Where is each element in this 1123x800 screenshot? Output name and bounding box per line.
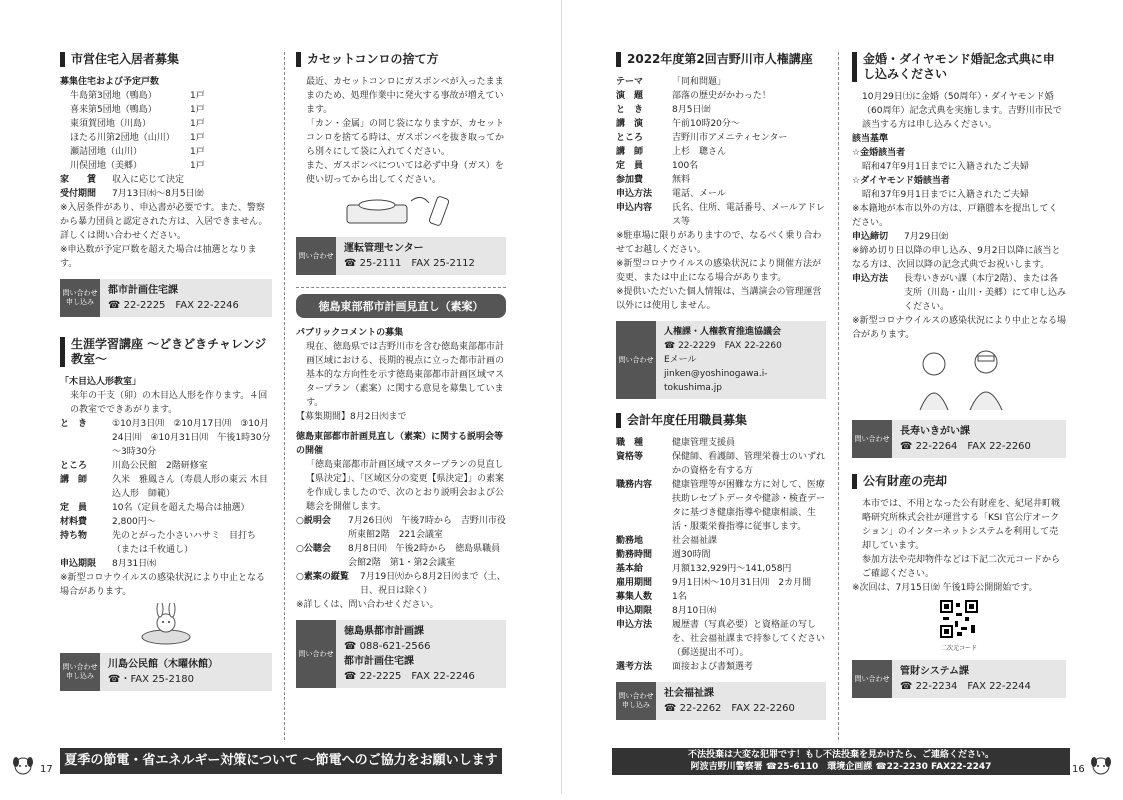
rent-key: 家 賃 <box>60 175 97 185</box>
detail-row <box>616 159 826 173</box>
contact-tel: ☎ 22-2234 FAX 22-2244 <box>900 681 1031 692</box>
detail-row <box>616 590 826 604</box>
housing-contact <box>60 279 272 317</box>
column-divider <box>284 52 285 740</box>
method-value: 長寿いきがい課（本庁2階）、または各支所（川島・山川・美郷）にて申し込みください。 <box>904 274 1067 312</box>
detail-value: 川島公民館 2階研修室 <box>112 461 208 471</box>
wedding-section <box>852 52 1066 458</box>
cityplan-paragraph: 現在、徳島県では吉野川市を含む徳島東部都市計画区域における、長期的視点に立った都市計画の基本的な方向性を示す徳島東部都市計画区域マスタープラン（素案）に関する意見を募集しています。 <box>306 342 505 408</box>
housing-list <box>60 89 272 173</box>
rent-value: 収入に応じて決定 <box>112 175 185 185</box>
detail-key: 募集人数 <box>616 592 653 602</box>
column-1 <box>60 52 272 691</box>
contact-name: 長寿いきがい課 <box>900 426 970 437</box>
column-divider <box>838 52 839 740</box>
detail-value: 健康管理等が困難な方に対して、医療扶助レセプトデータや健診・検査データに基づき健康指導や健康相談、生活・服薬栄養指導に従事します。 <box>672 480 826 532</box>
cityplan-paragraph: 「徳島東部都市計画区域マスタープランの見直し【県決定】」、「区域区分の変更【県決定】」の素案を作成しましたので、次のとおり説明会および公聴会を開催します。 <box>306 460 505 512</box>
rights-note: ※新型コロナウイルスの感染状況により開催方法が変更、または中止になる場合があります。 <box>616 259 822 283</box>
contact-label: 問い合わせ <box>296 237 336 275</box>
contact-name: 都市計画住宅課 <box>344 656 414 667</box>
page-gutter <box>561 0 562 794</box>
detail-key: 申込期限 <box>616 606 653 616</box>
housing-count: 1戸 <box>190 133 205 143</box>
contact-name: 人権課・人権教育推進協議会 <box>664 327 782 337</box>
detail-row <box>616 548 826 562</box>
lifelong-details <box>60 417 272 571</box>
wedding-paragraph: 10月29日㈯に金婚（50周年）・ダイヤモンド婚（60周年）記念式典を実施します。吉野川市民で該当する方は申し込みください。 <box>862 92 1062 130</box>
cityplan-subtitle: 徳島東部都市計画見直し（素案）に関する説明会等の開催 <box>296 432 504 456</box>
period-value: 7月13日㈬～8月5日㈮ <box>112 189 204 199</box>
event-key: ○素案の縦覧 <box>296 572 349 582</box>
contact-label: 問い合わせ 申し込み <box>60 279 100 317</box>
detail-row <box>60 417 272 459</box>
detail-key: 資格等 <box>616 452 644 462</box>
dumping-line: 不法投棄は大変な犯罪です！もし不法投棄を見かけたら、ご連絡ください。 <box>687 750 994 760</box>
detail-value: 健康管理支援員 <box>672 438 736 448</box>
contact-label: 問い合わせ <box>852 660 892 698</box>
detail-value: 2,800円～ <box>112 517 156 527</box>
detail-row <box>60 515 272 529</box>
detail-row <box>616 201 826 229</box>
cassette-title: カセットコンロの捨て方 <box>296 52 506 67</box>
detail-value: 週30時間 <box>672 550 711 560</box>
detail-key: 講 演 <box>616 119 644 129</box>
contact-tel: ☎ 22-2225 FAX 22-2246 <box>344 671 475 682</box>
contact-tel: ☎ 25-2111 FAX 25-2112 <box>344 258 475 269</box>
gold-value: 昭和47年9月1日までに入籍されたご夫婦 <box>862 162 1029 172</box>
detail-row <box>616 131 826 145</box>
housing-name: ほたる川第2団地（山川） <box>70 133 175 143</box>
detail-key: 申込期限 <box>60 559 97 569</box>
detail-key: 持ち物 <box>60 531 88 541</box>
contact-label: 問い合わせ 申し込み <box>616 682 656 720</box>
detail-key: 申込方法 <box>616 189 653 199</box>
detail-value: 久米 雅鳳さん（寿晨人形の東云 木目込人形 師範） <box>112 475 268 499</box>
detail-value: 履歴書（写真必要）と資格証の写しを、社会福祉課まで持参してください（郵送提出不可）。 <box>672 620 826 658</box>
energy-banner: 夏季の節電・省エネルギー対策について ～節電へのご協力をお願いします～ <box>60 748 502 774</box>
detail-key: 選考方法 <box>616 662 653 672</box>
housing-list-item <box>60 117 272 131</box>
detail-key: 勤務時間 <box>616 550 653 560</box>
detail-value: 社会福祉課 <box>672 536 718 546</box>
detail-key: ところ <box>616 133 644 143</box>
detail-key: 定 員 <box>60 503 88 513</box>
lifelong-subtitle: 「木目込人形教室」 <box>60 377 142 387</box>
detail-value: 10名（定員を超えた場合は抽選） <box>112 503 250 513</box>
wedding-note: ※新型コロナウイルスの感染状況により中止となる場合があります。 <box>852 316 1067 340</box>
page-number-right: 16 <box>1072 764 1085 775</box>
rights-note: ※提供いただいた個人情報は、当講演会の管理運営以外には使用しません。 <box>616 287 822 311</box>
cassette-stove-illustration <box>341 191 461 229</box>
lifelong-section <box>60 337 272 691</box>
wedding-contact <box>852 420 1066 458</box>
event-key: ○説明会 <box>296 516 331 526</box>
cassette-contact <box>296 237 506 275</box>
detail-row <box>616 89 826 103</box>
wedding-note: ※締め切り日以降の申し込み、9月2日以降に該当となる方は、次回以降の記念式典でお祝いします。 <box>852 246 1061 270</box>
detail-row <box>616 187 826 201</box>
detail-row <box>60 501 272 515</box>
housing-title: 市営住宅入居者募集 <box>60 52 272 67</box>
detail-key: テーマ <box>616 77 644 87</box>
housing-list-item <box>60 159 272 173</box>
contact-tel: ☎ 22-2264 FAX 22-2260 <box>900 441 1031 452</box>
staff-section <box>616 413 826 720</box>
housing-section <box>60 52 272 317</box>
contact-tel: ☎ 088-621-2566 <box>344 641 431 652</box>
detail-value: 8月5日㈮ <box>672 105 711 115</box>
cityplan-period: 【募集期間】8月2日㈫まで <box>296 412 407 422</box>
deadline-value: 7月29日㈮ <box>904 232 949 242</box>
rights-details <box>616 75 826 229</box>
event-value: 8月8日㈪ 午後2時から 徳島県職員会館2階 第1・第2会議室 <box>348 544 501 568</box>
housing-count: 1戸 <box>190 105 205 115</box>
cassette-paragraph: 最近、カセットコンロにガスボンベが入ったまままのため、処理作業中に発火する事故が増えています。 <box>306 77 504 115</box>
gold-label: ☆金婚該当者 <box>852 148 906 158</box>
detail-row <box>616 534 826 548</box>
deadline-key: 申込締切 <box>852 232 889 242</box>
detail-key: ところ <box>60 461 88 471</box>
page-number-left: 17 <box>40 764 53 775</box>
housing-note: ※入居条件があり、申込書が必要です。また、警察から暴力団員と認定された方は、入居できません。詳しくは問い合わせください。 <box>60 203 268 241</box>
detail-row <box>616 604 826 618</box>
detail-row <box>60 529 272 557</box>
detail-row <box>60 459 272 473</box>
wedding-criteria: 該当基準 <box>852 134 889 144</box>
detail-value: 電話、メール <box>672 189 726 199</box>
cassette-section <box>296 52 506 275</box>
contact-tel: ☎・FAX 25-2180 <box>108 674 194 685</box>
sale-paragraph: ※次回は、7月15日㈮ 午後1時公開開始です。 <box>852 583 1038 593</box>
housing-list-item <box>60 145 272 159</box>
detail-row <box>616 618 826 660</box>
detail-key: 参加費 <box>616 175 644 185</box>
cityplan-contact <box>296 620 506 688</box>
detail-value: 保健師、看護師、管理栄養士のいずれかの資格を有する方 <box>672 452 826 476</box>
dog-mascot-icon <box>12 754 34 776</box>
lifelong-title: 生涯学習講座 ～どきどきチャレンジ教室～ <box>60 337 272 367</box>
detail-row <box>616 576 826 590</box>
cassette-paragraph: また、ガスボンベについては必ず中身（ガス）を使い切ってから出してください。 <box>306 161 504 185</box>
contact-name: 川島公民館（木曜休館） <box>108 659 218 670</box>
contact-label: 問い合わせ 申し込み <box>60 653 100 691</box>
event-key: ○公聴会 <box>296 544 331 554</box>
detail-value: 無料 <box>672 175 691 185</box>
detail-row <box>616 173 826 187</box>
detail-value: 100名 <box>672 161 699 171</box>
detail-key: 定 員 <box>616 161 644 171</box>
contact-name: 社会福祉課 <box>664 688 714 699</box>
detail-value: 上杉 聰さん <box>672 147 727 157</box>
sale-title: 公有財産の売却 <box>852 474 1066 489</box>
detail-value: 9月1日㈭～10月31日㈪ 2カ月間 <box>672 578 812 588</box>
housing-list-item <box>60 103 272 117</box>
contact-tel: ☎ 22-2225 FAX 22-2246 <box>108 300 239 311</box>
detail-row <box>616 450 826 478</box>
detail-row <box>616 75 826 89</box>
column-4 <box>852 52 1066 698</box>
qr-label: 二次元コード <box>940 645 977 652</box>
detail-key: 申込内容 <box>616 203 653 213</box>
cityplan-section <box>296 294 506 688</box>
detail-key: と き <box>616 105 644 115</box>
sale-paragraph: 本市では、不用となった公有財産を、紀尾井町戦略研究所株式会社が運営する「KSI 官公庁オークション」のインターネットシステムを利用して売却しています。 <box>862 499 1061 551</box>
rabbit-doll-illustration <box>136 603 196 645</box>
housing-count: 1戸 <box>190 161 205 171</box>
detail-key: 職務内容 <box>616 480 653 490</box>
event-value: 7月19日㈫から8月2日㈫まで（土、日、祝日は除く） <box>360 572 506 596</box>
dog-mascot-icon <box>1090 754 1112 776</box>
lifelong-note: ※新型コロナウイルスの感染状況により中止となる場合があります。 <box>60 573 266 597</box>
detail-key: 講 師 <box>60 475 88 485</box>
column-3 <box>616 52 826 720</box>
detail-value: 1名 <box>672 592 687 602</box>
detail-value: 8月10日㈬ <box>672 606 717 616</box>
detail-row <box>616 436 826 450</box>
detail-key: 講 師 <box>616 147 644 157</box>
detail-row <box>616 117 826 131</box>
contact-name: 運転管理センター <box>344 243 424 254</box>
detail-row <box>616 103 826 117</box>
cityplan-title: 徳島東部都市計画見直し（素案） <box>296 294 506 318</box>
detail-value: 吉野川市アメニティセンター <box>672 133 788 143</box>
contact-label: 問い合わせ <box>616 321 656 399</box>
detail-value: 部落の歴史がかわった！ <box>672 91 771 101</box>
detail-value: 氏名、住所、電話番号、メールアドレス等 <box>672 203 825 227</box>
housing-count: 1戸 <box>190 119 205 129</box>
contact-name: 徳島県都市計画課 <box>344 626 424 637</box>
housing-name: 瀬詰団地（山川） <box>70 147 143 157</box>
detail-value: 午前10時20分～ <box>672 119 740 129</box>
rights-title: 2022年度第2回吉野川市人権講座 <box>616 52 826 67</box>
rights-section <box>616 52 826 399</box>
housing-name: 東須賀団地（川島） <box>70 119 152 129</box>
contact-label: 問い合わせ <box>296 620 336 688</box>
detail-key: 雇用期間 <box>616 578 653 588</box>
staff-details <box>616 436 826 674</box>
housing-subtitle: 募集住宅および予定戸数 <box>60 77 160 87</box>
contact-tel: ☎ 22-2262 FAX 22-2260 <box>664 703 795 714</box>
detail-row <box>616 660 826 674</box>
rights-contact <box>616 321 826 399</box>
housing-name: 喜来第5団地（鴨島） <box>70 105 157 115</box>
contact-name: 都市計画住宅課 <box>108 285 178 296</box>
event-value: 7月26日㈫ 午後7時から 吉野川市役所東館2階 221会議室 <box>348 516 506 540</box>
method-key: 申込方法 <box>852 274 889 284</box>
housing-name: 川俣団地（美郷） <box>70 161 143 171</box>
column-2 <box>296 52 506 688</box>
detail-key: 申込方法 <box>616 620 653 630</box>
dumping-line: 阿波吉野川警察署 ☎25-6110 環境企画課 ☎22-2230 FAX22-2247 <box>690 762 992 772</box>
housing-list-item <box>60 131 272 145</box>
period-key: 受付期間 <box>60 189 97 199</box>
detail-value: 月額132,929円～141,058円 <box>672 564 792 574</box>
wedding-title: 金婚・ダイヤモンド婚記念式典に申し込みください <box>852 52 1066 82</box>
contact-email[interactable]: jinken@yoshinogawa.i-tokushima.jp <box>664 369 768 393</box>
detail-row <box>60 557 272 571</box>
housing-name: 牛島第3団地（鴨島） <box>70 91 157 101</box>
sale-contact <box>852 660 1066 698</box>
email-label: Eメール <box>664 355 697 365</box>
sale-section <box>852 474 1066 698</box>
contact-name: 管財システム課 <box>900 666 969 677</box>
lifelong-intro: 来年の干支（卯）の木目込人形を作ります。４回の教室でできあがります。 <box>70 391 268 415</box>
detail-key: 勤務地 <box>616 536 644 546</box>
detail-row <box>616 478 826 534</box>
housing-list-item <box>60 89 272 103</box>
staff-title: 会計年度任用職員募集 <box>616 413 826 428</box>
detail-value: 「同和問題」 <box>672 77 727 87</box>
cityplan-subtitle: パブリックコメントの募集 <box>296 328 404 338</box>
detail-key: と き <box>60 419 88 429</box>
housing-count: 1戸 <box>190 91 205 101</box>
elderly-couple-illustration <box>894 346 1024 412</box>
lifelong-contact <box>60 653 272 691</box>
detail-value: 8月31日㈬ <box>112 559 157 569</box>
contact-tel: ☎ 22-2229 FAX 22-2260 <box>664 341 782 351</box>
diamond-label: ☆ダイヤモンド婚該当者 <box>852 176 950 186</box>
housing-note: ※申込数が予定戸数を超えた場合は抽選となります。 <box>60 245 257 269</box>
contact-label: 問い合わせ <box>852 420 892 458</box>
detail-row <box>616 562 826 576</box>
staff-contact <box>616 682 826 720</box>
rights-note: ※駐車場に限りがありますので、なるべく乗り合わせてお越しください。 <box>616 231 822 255</box>
detail-key: 職 種 <box>616 438 644 448</box>
qr-code-icon[interactable] <box>939 599 979 639</box>
wedding-note: ※本籍地が本市以外の方は、戸籍謄本を提出してください。 <box>852 204 1058 228</box>
detail-value: 先のとがった小さいハサミ 目打ち（または千枚通し） <box>112 531 257 555</box>
sale-paragraph: 参加方法や売却物件などは下記二次元コードからご確認ください。 <box>862 555 1061 579</box>
detail-row <box>60 473 272 501</box>
cityplan-note: ※詳しくは、問い合わせください。 <box>296 600 439 610</box>
diamond-value: 昭和37年9月1日までに入籍されたご夫婦 <box>862 190 1029 200</box>
cassette-paragraph: 「カン・金属」の同じ袋になりますが、カセットコンロを捨てる時は、ガスボンベを抜き取ってから別々にして袋に入れてください。 <box>306 119 505 157</box>
detail-key: 材料費 <box>60 517 88 527</box>
detail-key: 演 題 <box>616 91 644 101</box>
detail-value: ①10月3日㈪ ②10月17日㈪ ③10月24日㈪ ④10月31日㈪ 午後1時30分～3時30分 <box>112 419 271 457</box>
detail-key: 基本給 <box>616 564 644 574</box>
detail-row <box>616 145 826 159</box>
housing-count: 1戸 <box>190 147 205 157</box>
dumping-banner <box>612 748 1070 775</box>
detail-value: 面接および書類選考 <box>672 662 754 672</box>
